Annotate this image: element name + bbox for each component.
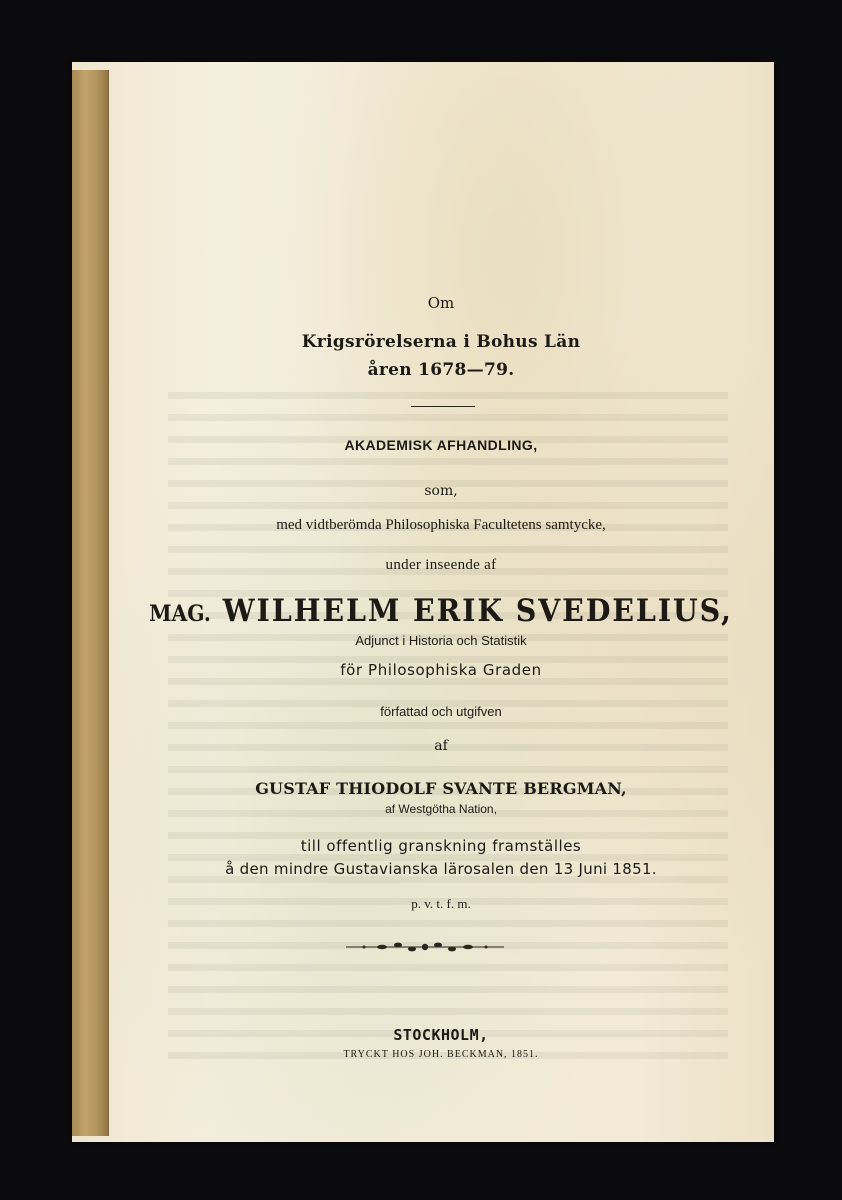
ornament-divider-icon [346,940,504,954]
document-page [72,62,774,1142]
faculty-consent-line: med vidtberömda Philosophiska Facultetens samtycke, [276,517,606,533]
heading-om: Om [427,294,455,312]
supervisor-name [135,593,748,629]
supervisor-title: MAG. [149,601,211,627]
text-af: af [434,738,448,754]
divider-rule [411,406,475,407]
supervisor-position: Adjunct i Historia och Statistik [355,633,527,648]
paper-spine [72,70,109,1136]
abbreviation-line: p. v. t. f. m. [411,896,471,911]
printer-line: TRYCKT HOS JOH. BECKMAN, 1851. [343,1049,539,1060]
text-som: som, [424,483,458,499]
title-page-content [108,62,774,1142]
supervisor-fullname: WILHELM ERIK SVEDELIUS, [222,593,733,629]
venue-date-line: å den mindre Gustavianska lärosalen den 13 Juni 1851. [225,860,657,878]
degree-line: för Philosophiska Graden [340,661,542,679]
title-line-1: Krigsrörelserna i Bohus Län [301,332,581,352]
supervision-line: under inseende af [385,557,497,573]
publication-city: STOCKHOLM, [393,1026,489,1044]
authored-line: författad och utgifven [380,704,502,719]
author-name: GUSTAF THIODOLF SVANTE BERGMAN, [255,779,627,798]
title-line-2: åren 1678—79. [367,360,515,380]
author-nation: af Westgötha Nation, [385,802,497,816]
dissertation-label: AKADEMISK AFHANDLING, [344,437,538,453]
examination-line: till offentlig granskning framställes [300,837,582,855]
